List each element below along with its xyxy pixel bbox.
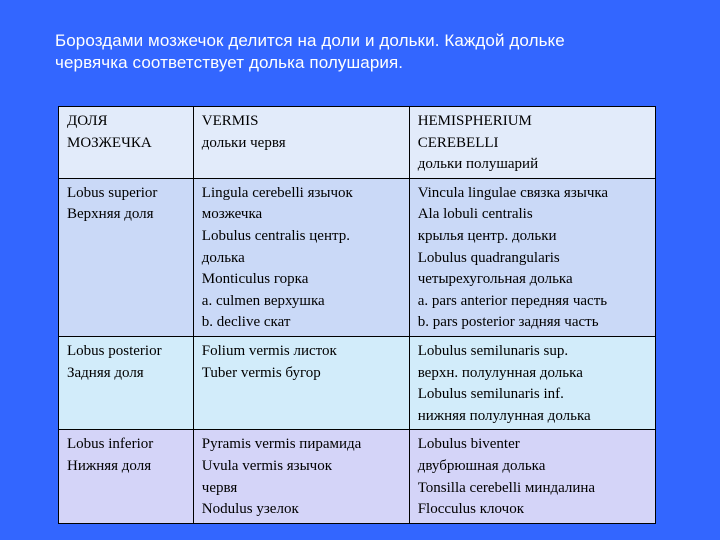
vermis-cell [193,430,409,523]
cell-text-line: Vincula lingulae связка язычка [417,184,609,201]
cell-text-line: Нижняя доля [67,457,152,474]
cell-text-line: HEMISPHERIUM [417,113,532,129]
cell-text-line: b. declive скат [201,314,291,331]
hemisphere-cell [409,430,655,523]
cell-text-line: червя [201,479,238,496]
title-line-2: червячка соответствует долька полушария. [55,53,404,72]
cell-text-line: Lobulus centralis центр. [201,227,350,244]
cell-text-line: Lobus superior [67,184,158,201]
cell-text-line: двубрюшная долька [417,457,546,474]
cell-text-line: крылья центр. дольки [417,227,557,244]
cell-text-line: Ala lobuli centralis [417,206,533,223]
cell-text-line: CEREBELLI [417,134,499,151]
table-row [59,178,656,336]
cell-text-line: дольки червя [201,134,286,151]
cerebellum-lobes-table [58,106,656,524]
vermis-cell [193,107,409,179]
hemisphere-cell [409,178,655,336]
cell-text-line: дольки полушарий [417,156,539,173]
cell-text-line: Lobulus semilunaris sup. [417,342,569,359]
cell-text-line: Lobulus biventer [417,436,520,453]
hemisphere-cell [409,107,655,179]
title-line-1: Бороздами мозжечок делится на доли и дольки. Каждой дольке [55,31,565,50]
cell-text-line: Lobulus semilunaris inf. [417,386,564,403]
slide-title [55,30,675,74]
hemisphere-cell [409,336,655,429]
cell-text-line: долька [201,249,245,266]
cell-text-line: Lobus posterior [67,342,162,359]
cell-text-line: VERMIS [201,113,259,129]
cell-text-line: Верхняя доля [67,206,154,223]
cell-text-line: Задняя доля [67,364,144,381]
cell-text-line: нижняя полулунная долька [417,407,591,424]
vermis-cell [193,336,409,429]
cell-text-line: Folium vermis листок [201,342,337,359]
cell-text-line: Flocculus клочок [417,501,524,518]
cell-text-line: Pyramis vermis пирамида [201,436,362,453]
table-body [59,107,656,524]
cell-text-line: Lingula cerebelli язычок [201,184,353,201]
vermis-cell [193,178,409,336]
table-row [59,107,656,179]
lobe-cell [59,430,194,523]
cell-text-line: МОЗЖЕЧКА [67,134,152,151]
lobe-cell [59,107,194,179]
cell-text-line: Lobus inferior [67,436,154,453]
cell-text-line: мозжечка [201,206,263,223]
cell-text-line: Nodulus узелок [201,501,299,518]
table-row [59,430,656,523]
cell-text-line: Tuber vermis бугор [201,364,321,381]
cell-text-line: Monticulus горка [201,271,309,288]
lobe-cell [59,178,194,336]
cell-text-line: b. pars posterior задняя часть [417,314,599,331]
table-row [59,336,656,429]
cell-text-line: ДОЛЯ [67,113,108,129]
cell-text-line: a. pars anterior передняя часть [417,292,608,309]
cell-text-line: верхн. полулунная долька [417,364,583,381]
lobe-cell [59,336,194,429]
cell-text-line: Lobulus quadrangularis [417,249,560,266]
cell-text-line: четырехугольная долька [417,271,573,288]
cell-text-line: Uvula vermis язычок [201,457,333,474]
cell-text-line: a. culmen верхушка [201,292,325,309]
cell-text-line: Tonsilla cerebelli миндалина [417,479,596,496]
